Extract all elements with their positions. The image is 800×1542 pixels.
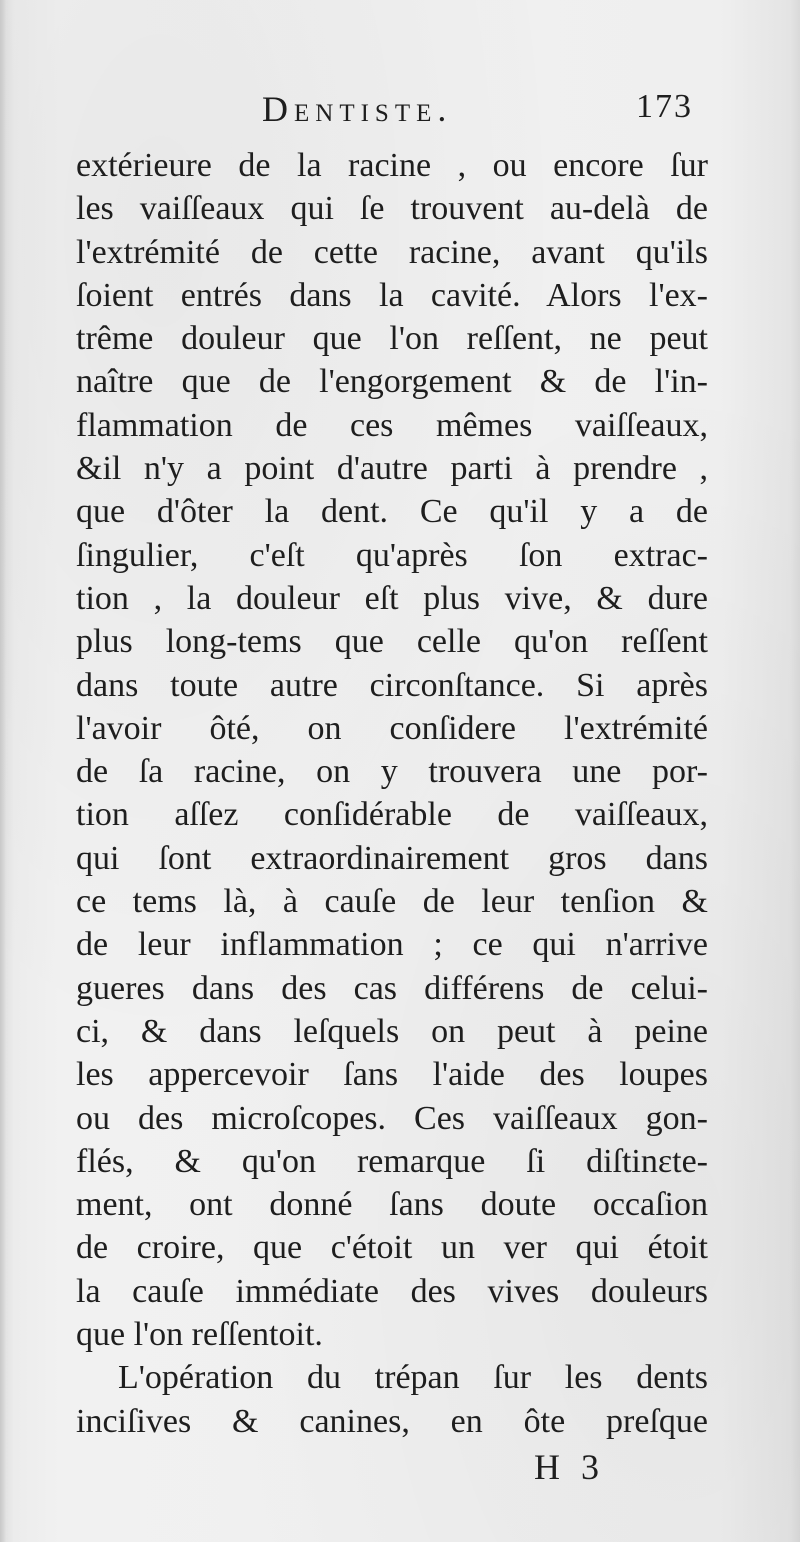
signature-mark: H 3 xyxy=(534,1447,605,1487)
text-line: de croire, que c'étoit un ver qui étoit xyxy=(76,1229,708,1267)
text-line: ſoient entrés dans la cavité. Alors l'ex- xyxy=(76,276,708,314)
text-line: ce tems là, à cauſe de leur tenſion & xyxy=(76,883,708,921)
text-line: qui ſont extraordinairement gros dans xyxy=(76,839,708,877)
page-number: 173 xyxy=(636,88,693,125)
text-line: les appercevoir ſans l'aide des loupes xyxy=(76,1056,708,1094)
text-line: dans toute autre circonſtance. Si après xyxy=(76,666,708,704)
text-line: la cauſe immédiate des vives douleurs xyxy=(76,1272,708,1310)
text-line: extérieure de la racine , ou encore ſur xyxy=(76,147,708,184)
text-line: ci, & dans leſquels on peut à peine xyxy=(76,1012,708,1050)
text-line: l'avoir ôté, on conſidere l'extrémité xyxy=(76,709,708,747)
text-line: naître que de l'engorgement & de l'in- xyxy=(76,363,708,401)
text-line: de leur inflammation ; ce qui n'arrive xyxy=(76,926,708,964)
body-text xyxy=(76,144,708,1443)
text-line: de ſa racine, on y trouvera une por- xyxy=(76,753,708,791)
text-line: l'extrémité de cette racine, avant qu'ils xyxy=(76,233,708,271)
running-head: Dentiste. xyxy=(262,89,453,129)
text-line: ment, ont donné ſans doute occaſion xyxy=(76,1186,708,1224)
text-line: tion aſſez conſidérable de vaiſſeaux, xyxy=(76,796,708,834)
text-line: &il n'y a point d'autre parti à prendre , xyxy=(76,450,708,488)
text-line: tion , la douleur eſt plus vive, & dure xyxy=(76,579,708,617)
text-line: que l'on reſſentoit. xyxy=(76,1316,323,1354)
text-line: trême douleur que l'on reſſent, ne peut xyxy=(76,320,708,358)
page-edge-shadow xyxy=(0,0,6,1542)
text-line: flammation de ces mêmes vaiſſeaux, xyxy=(76,406,708,444)
text-line: plus long-tems que celle qu'on reſſent xyxy=(76,623,708,661)
text-line: L'opération du trépan ſur les dents xyxy=(118,1359,708,1397)
text-line: flés, & qu'on remarque ſi diſtinɛte- xyxy=(76,1142,708,1180)
text-line: que d'ôter la dent. Ce qu'il y a de xyxy=(76,493,708,531)
text-line: ou des microſcopes. Ces vaiſſeaux gon- xyxy=(76,1099,708,1137)
text-line: les vaiſſeaux qui ſe trouvent au-delà de xyxy=(76,190,708,228)
text-line: inciſives & canines, en ôte preſque xyxy=(76,1402,708,1440)
text-line: ſingulier, c'eſt qu'après ſon extrac- xyxy=(76,536,708,574)
text-line: gueres dans des cas différens de celui- xyxy=(76,969,708,1007)
